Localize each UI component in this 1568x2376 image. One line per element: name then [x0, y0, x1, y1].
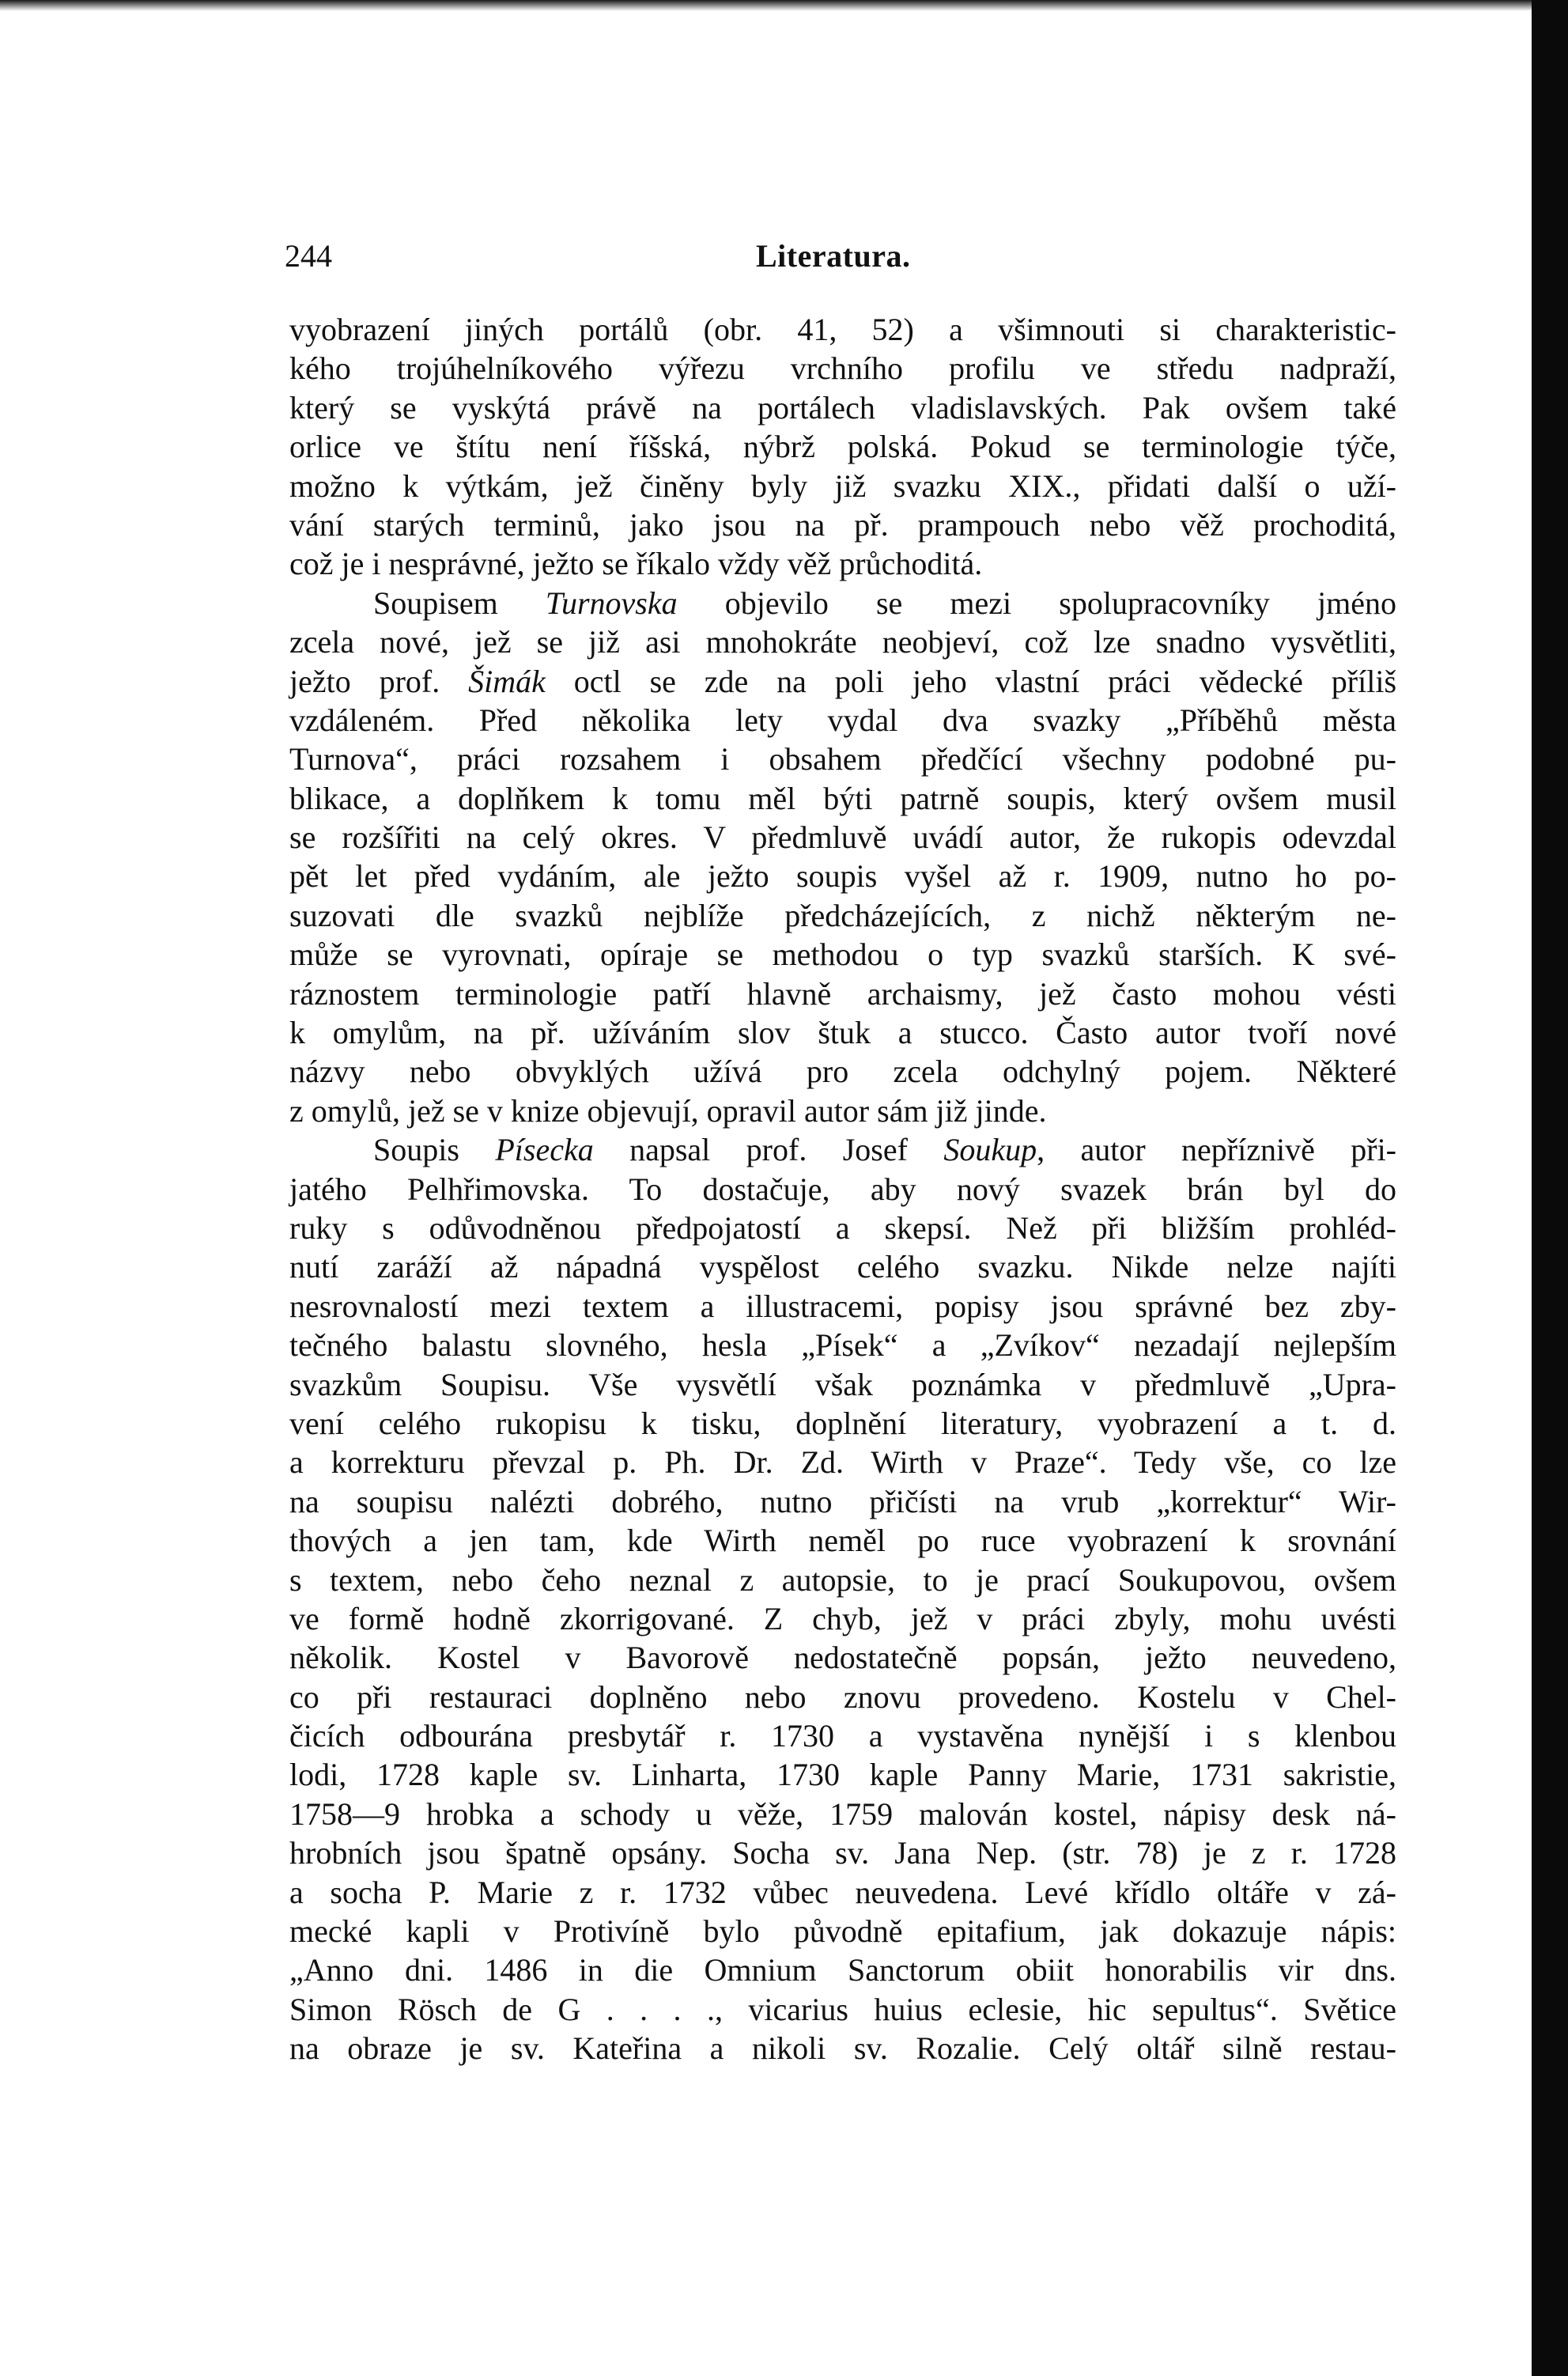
- text-run: což je i nesprávné, ježto se říkalo vždy věž průchoditá.: [289, 546, 983, 582]
- text-run: co při restauraci doplněno nebo znovu provedeno. Kostelu v Chel-: [289, 1678, 1396, 1715]
- text-line: [289, 1716, 1396, 1755]
- page-number: 244: [285, 238, 332, 274]
- text-run: Simon Rösch de G . . . ., vicarius huius eclesie, hic sepultus“. Světice: [289, 1991, 1396, 2027]
- running-head: [285, 237, 1392, 285]
- text-run: na obraze je sv. Kateřina a nikoli sv. Rozalie. Celý oltář silně restau-: [289, 2030, 1396, 2067]
- text-run: ježto prof.: [289, 663, 469, 699]
- text-run: ráznostem terminologie patří hlavně archaismy, jež často mohou vésti: [289, 975, 1396, 1012]
- text-line: [289, 818, 1396, 857]
- text-line: [289, 427, 1396, 466]
- text-run: mecké kapli v Protivíně bylo původně epitafium, jak dokazuje nápis:: [289, 1913, 1396, 1950]
- text-run: napsal prof. Josef: [593, 1132, 944, 1168]
- text-run: který se vyskýtá právě na portálech vladislavských. Pak ovšem také: [289, 389, 1396, 426]
- text-line: [289, 1247, 1396, 1286]
- text-run: pět let před vydáním, ale ježto soupis vyšel až r. 1909, nutno ho po-: [289, 858, 1396, 895]
- text-line: [289, 1873, 1396, 1912]
- text-run: může se vyrovnati, opíraje se methodou o typ svazků starších. K své-: [289, 936, 1396, 973]
- text-run: kého trojúhelníkového výřezu vrchního profilu ve středu nadpraží,: [289, 350, 1396, 387]
- text-run: , autor nepříznivě při-: [1037, 1132, 1396, 1168]
- text-run: k omylům, na př. užíváním slov štuk a stucco. Často autor tvoří nové: [289, 1015, 1396, 1051]
- text-line: [289, 1912, 1396, 1950]
- text-run: Soupis: [373, 1132, 496, 1168]
- text-line: [289, 1365, 1396, 1404]
- text-run: Turnova“, práci rozsahem i obsahem předčící všechny podobné pu-: [289, 741, 1396, 777]
- text-line: [289, 1092, 1396, 1130]
- text-run: objevilo se mezi spolupracovníky jméno: [677, 585, 1396, 621]
- text-run: blikace, a doplňkem k tomu měl býti patrně soupis, který ovšem musil: [289, 780, 1396, 816]
- text-line: [289, 505, 1396, 544]
- text-run: thových a jen tam, kde Wirth neměl po ruce vyobrazení k srovnání: [289, 1523, 1396, 1559]
- text-run: nutí zaráží až nápadná vyspělost celého svazku. Nikde nelze najíti: [289, 1249, 1396, 1285]
- text-run: lodi, 1728 kaple sv. Linharta, 1730 kaple Panny Marie, 1731 sakristie,: [289, 1757, 1396, 1793]
- text-line: [289, 622, 1396, 661]
- text-run: vení celého rukopisu k tisku, doplnění literatury, vyobrazení a t. d.: [289, 1405, 1396, 1441]
- text-line: [289, 1443, 1396, 1481]
- text-run: několik. Kostel v Bavorově nedostatečně popsán, ježto neuvedeno,: [289, 1640, 1396, 1676]
- text-run: 1758—9 hrobka a schody u věže, 1759 malován kostel, nápisy desk ná-: [289, 1795, 1396, 1832]
- text-line: [289, 1404, 1396, 1443]
- text-run: suzovati dle svazků nejblíže předcházejících, z nichž některým ne-: [289, 897, 1396, 933]
- text-line: [289, 388, 1396, 427]
- text-run: svazkům Soupisu. Vše vysvětlí však poznámka v předmluvě „Upra-: [289, 1366, 1396, 1402]
- text-line: [289, 1052, 1396, 1091]
- text-line: [289, 1990, 1396, 2029]
- running-title: Literatura.: [756, 238, 911, 274]
- text-line: [289, 1170, 1396, 1209]
- text-run: a socha P. Marie z r. 1732 vůbec neuvedena. Levé křídlo oltáře v zá-: [289, 1874, 1396, 1910]
- text-line: [289, 1326, 1396, 1364]
- text-run: názvy nebo obvyklých užívá pro zcela odchylný pojem. Některé: [289, 1054, 1396, 1090]
- text-run: Soupisem: [373, 585, 546, 621]
- text-line: [289, 1599, 1396, 1638]
- text-run: z omylů, jež se v knize objevují, opravil autor sám již jinde.: [289, 1092, 1047, 1129]
- text-line: [289, 1950, 1396, 1989]
- text-line: [289, 974, 1396, 1013]
- text-run: „Anno dni. 1486 in die Omnium Sanctorum obiit honorabilis vir dns.: [289, 1952, 1396, 1988]
- text-run: nesrovnalostí mezi textem a illustracemi, popisy jsou správné bez zby-: [289, 1288, 1396, 1324]
- text-line: [289, 779, 1396, 818]
- text-line: [289, 1521, 1396, 1560]
- text-line: [289, 1561, 1396, 1599]
- text-line: [289, 2029, 1396, 2068]
- body-text: [289, 310, 1396, 2068]
- text-run: na soupisu nalézti dobrého, nutno přičísti na vrub „korrektur“ Wir-: [289, 1483, 1396, 1519]
- text-run: ruky s odůvodněnou předpojatostí a skepsí. Než při bližším prohléd-: [289, 1209, 1396, 1246]
- text-line: [289, 1209, 1396, 1247]
- italic-term: Turnovska: [545, 585, 678, 621]
- text-line: [289, 584, 1396, 622]
- text-line: [289, 1130, 1396, 1169]
- text-line: [289, 1755, 1396, 1794]
- text-run: vání starých terminů, jako jsou na př. prampouch nebo věž prochoditá,: [289, 506, 1396, 543]
- text-run: orlice ve štítu není říšská, nýbrž polská. Pokud se terminologie týče,: [289, 429, 1396, 465]
- text-line: [289, 349, 1396, 388]
- italic-term: Soukup: [943, 1132, 1037, 1168]
- text-run: jatého Pelhřimovska. To dostačuje, aby nový svazek brán byl do: [289, 1171, 1396, 1207]
- text-run: se rozšířiti na celý okres. V předmluvě uvádí autor, že rukopis odevzdal: [289, 819, 1396, 856]
- text-line: [289, 1795, 1396, 1833]
- text-line: [289, 662, 1396, 701]
- text-run: octl se zde na poli jeho vlastní práci vědecké příliš: [545, 663, 1397, 699]
- text-line: [289, 1013, 1396, 1052]
- italic-term: Šimák: [468, 663, 546, 699]
- text-line: [289, 467, 1396, 505]
- italic-term: Písecka: [495, 1132, 594, 1168]
- text-run: vyobrazení jiných portálů (obr. 41, 52) a všimnouti si charakteristic-: [289, 312, 1396, 347]
- text-line: [289, 1833, 1396, 1872]
- text-run: tečného balastu slovného, hesla „Písek“ a „Zvíkov“ nezadají nejlepším: [289, 1327, 1396, 1364]
- text-line: [289, 544, 1396, 583]
- text-line: [289, 1678, 1396, 1716]
- text-run: s textem, nebo čeho neznal z autopsie, to je prací Soukupovou, ovšem: [289, 1561, 1396, 1598]
- text-run: zcela nové, jež se již asi mnohokráte neobjeví, což lze snadno vysvětliti,: [289, 624, 1396, 660]
- text-line: [289, 740, 1396, 778]
- text-line: [289, 701, 1396, 740]
- text-line: [289, 857, 1396, 895]
- text-line: [289, 1287, 1396, 1326]
- text-line: [289, 1638, 1396, 1677]
- text-run: vzdáleném. Před několika lety vydal dva svazky „Příběhů města: [289, 702, 1396, 738]
- text-run: a korrekturu převzal p. Ph. Dr. Zd. Wirth v Praze“. Tedy vše, co lze: [289, 1444, 1396, 1481]
- text-line: [289, 310, 1396, 349]
- text-line: [289, 1482, 1396, 1521]
- text-line: [289, 935, 1396, 974]
- text-run: hrobních jsou špatně opsány. Socha sv. Jana Nep. (str. 78) je z r. 1728: [289, 1835, 1396, 1871]
- text-line: [289, 896, 1396, 935]
- text-run: čicích odbourána presbytář r. 1730 a vystavěna nynější i s klenbou: [289, 1718, 1396, 1754]
- text-run: ve formě hodně zkorrigované. Z chyb, jež v práci zbyly, mohu uvésti: [289, 1600, 1396, 1636]
- text-run: možno k výtkám, jež činěny byly již svazku XIX., přidati další o uží-: [289, 467, 1396, 504]
